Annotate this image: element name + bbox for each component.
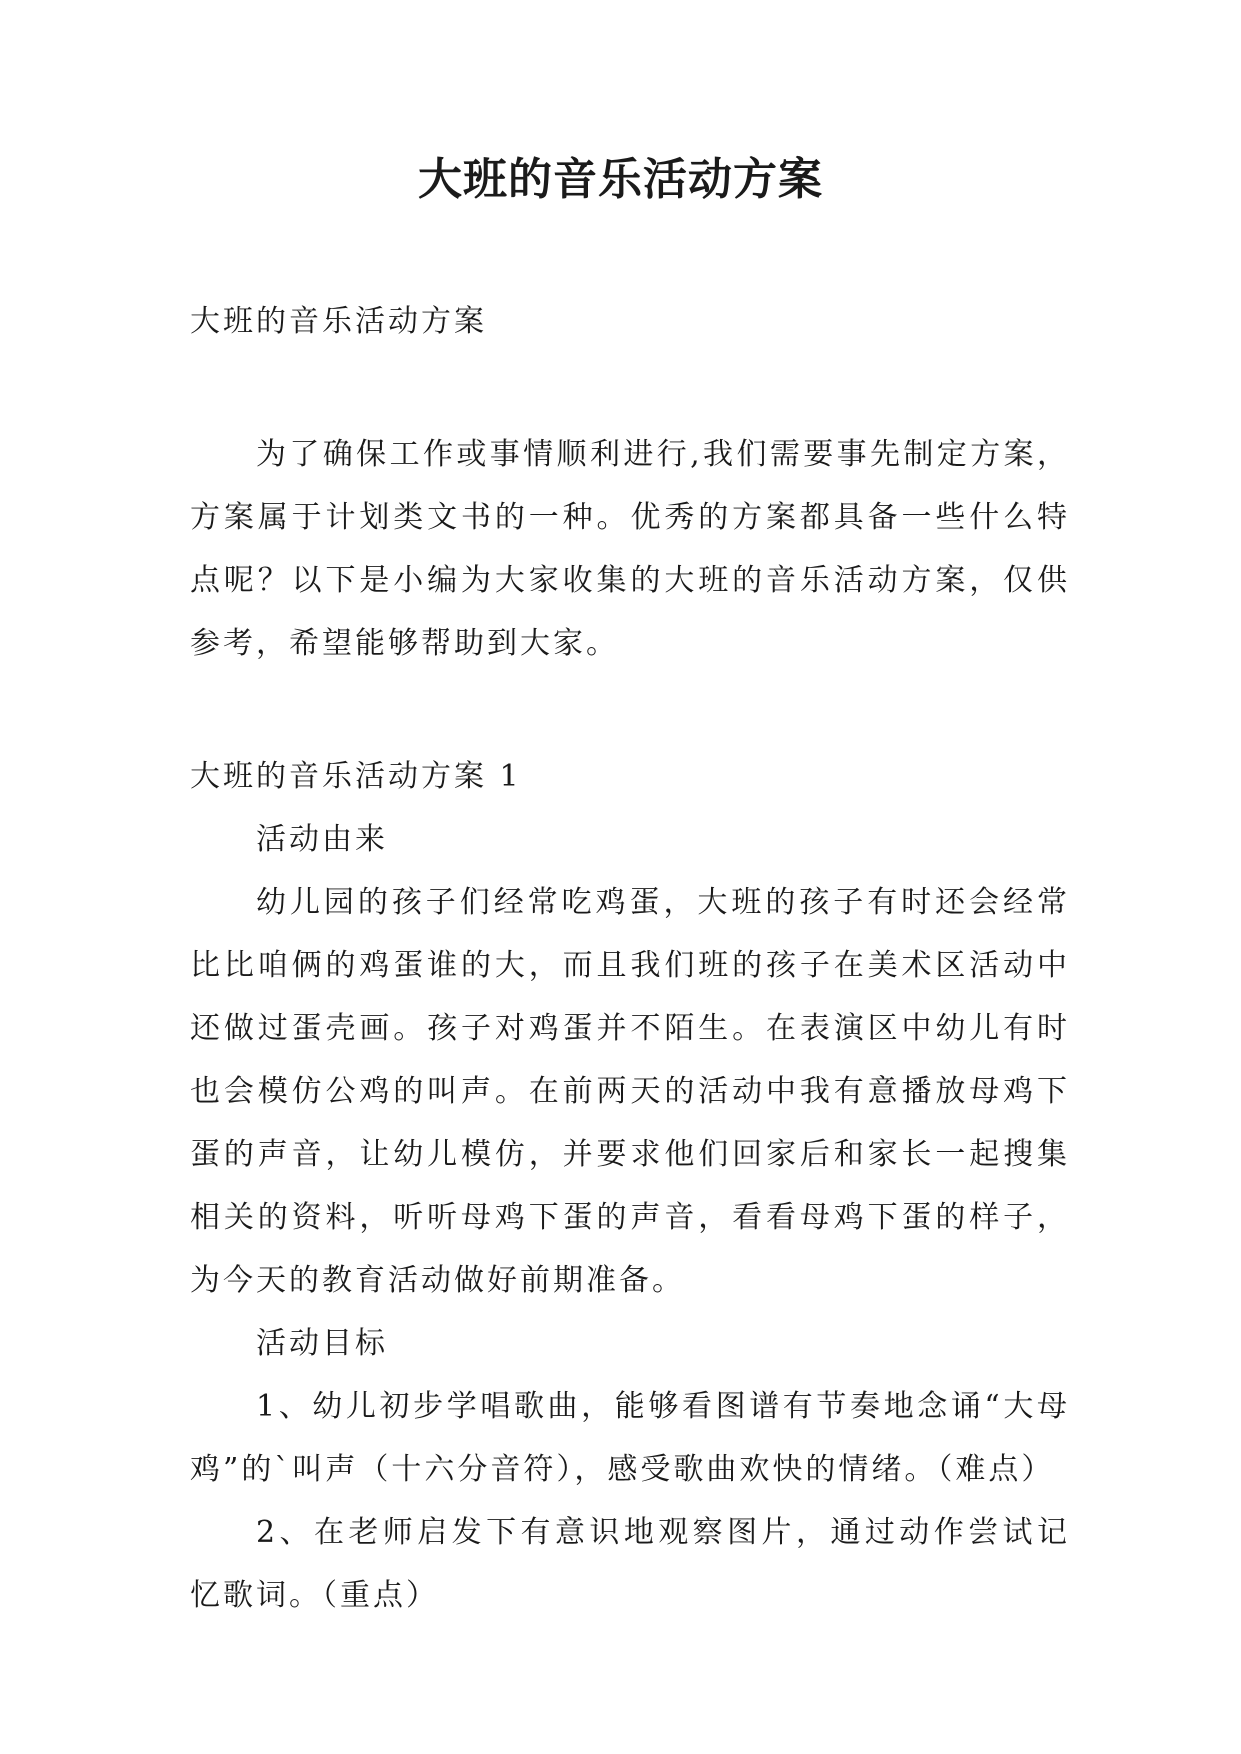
intro-paragraph: 为了确保工作或事情顺利进行,我们需要事先制定方案，方案属于计划类文书的一种。优秀的方案都具备一些什么特点呢？以下是小编为大家收集的大班的音乐活动方案，仅供参考，希望能够帮助到大家。	[190, 437, 1070, 661]
document-body	[190, 290, 1070, 1627]
goal-item-1: 1、幼儿初步学唱歌曲，能够看图谱有节奏地念诵“大母鸡”的`叫声（十六分音符），感受歌曲欢快的情绪。（难点）	[190, 1389, 1070, 1487]
section-title: 大班的音乐活动方案 1	[190, 759, 522, 794]
document-title: 大班的音乐活动方案	[418, 154, 823, 205]
heading-goals: 活动目标	[256, 1326, 388, 1361]
goal-item-2: 2、在老师启发下有意识地观察图片，通过动作尝试记忆歌词。（重点）	[190, 1515, 1070, 1613]
document-subtitle: 大班的音乐活动方案	[190, 304, 487, 339]
heading-origin: 活动由来	[256, 822, 388, 857]
origin-paragraph: 幼儿园的孩子们经常吃鸡蛋，大班的孩子有时还会经常比比咱俩的鸡蛋谁的大，而且我们班的孩子在美术区活动中还做过蛋壳画。孩子对鸡蛋并不陌生。在表演区中幼儿有时也会模仿公鸡的叫声。在前两天的活动中我有意播放母鸡下蛋的声音，让幼儿模仿，并要求他们回家后和家长一起搜集相关的资料，听听母鸡下蛋的声音，看看母鸡下蛋的样子，为今天的教育活动做好前期准备。	[190, 885, 1070, 1298]
